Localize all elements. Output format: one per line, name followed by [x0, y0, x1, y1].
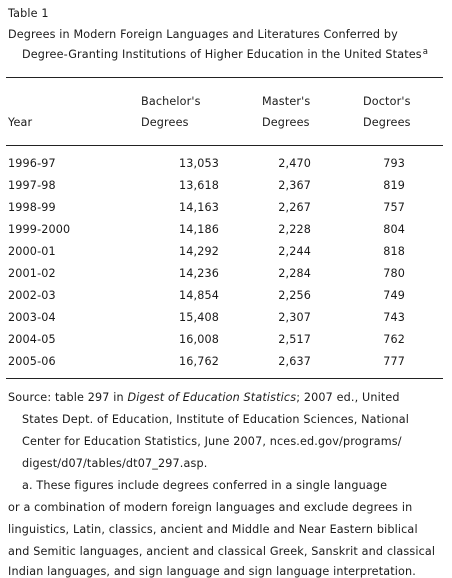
cell-doctors: 762 — [383, 333, 405, 346]
cell-doctors: 757 — [383, 201, 405, 214]
table-row — [0, 311, 452, 333]
title-footnote-marker: a — [422, 47, 429, 57]
cell-masters: 2,228 — [278, 223, 311, 236]
cell-year: 2002-03 — [8, 289, 56, 302]
header-doctors-bottom: Degrees — [363, 116, 411, 129]
bottom-rule — [6, 378, 443, 379]
table-row — [0, 223, 452, 245]
footnote-line-3: linguistics, Latin, classics, ancient and Middle and Near Eastern biblical — [8, 523, 418, 536]
cell-year: 2004-05 — [8, 333, 56, 346]
header-bachelors-top: Bachelor's — [141, 95, 201, 108]
table-row — [0, 157, 452, 179]
cell-masters: 2,367 — [278, 179, 311, 192]
table-row — [0, 179, 452, 201]
cell-doctors: 749 — [383, 289, 405, 302]
table-row — [0, 333, 452, 355]
cell-doctors: 793 — [383, 157, 405, 170]
source-publication-title: Digest of Education Statistics — [127, 391, 297, 404]
header-masters-top: Master's — [262, 95, 311, 108]
source-line-1-suffix: ; 2007 ed., United — [296, 391, 400, 404]
cell-masters: 2,244 — [278, 245, 311, 258]
cell-doctors: 743 — [383, 311, 405, 324]
cell-masters: 2,470 — [278, 157, 311, 170]
cell-bachelors: 15,408 — [178, 311, 219, 324]
table-title-line-2 — [22, 48, 428, 61]
cell-year: 1998-99 — [8, 201, 56, 214]
cell-masters: 2,307 — [278, 311, 311, 324]
table-row — [0, 289, 452, 311]
cell-year: 1999-2000 — [8, 223, 71, 236]
cell-bachelors: 14,186 — [178, 223, 219, 236]
cell-doctors: 818 — [383, 245, 405, 258]
source-line-3: Center for Education Statistics, June 2007, nces.ed.gov/programs/ — [22, 435, 402, 448]
cell-bachelors: 14,292 — [178, 245, 219, 258]
cell-doctors: 780 — [383, 267, 405, 280]
table-row — [0, 245, 452, 267]
top-rule — [6, 77, 443, 78]
source-prefix: Source: table 297 in — [8, 391, 128, 404]
source-line-4: digest/d07/tables/dt07_297.asp. — [22, 457, 208, 470]
cell-bachelors: 14,236 — [178, 267, 219, 280]
header-doctors-top: Doctor's — [363, 95, 411, 108]
cell-bachelors: 14,163 — [178, 201, 219, 214]
cell-masters: 2,256 — [278, 289, 311, 302]
table-label: Table 1 — [8, 7, 49, 20]
cell-masters: 2,637 — [278, 355, 311, 368]
header-masters-bottom: Degrees — [262, 116, 310, 129]
header-rule — [6, 145, 443, 146]
cell-masters: 2,517 — [278, 333, 311, 346]
table-title-line-2-text: Degree-Granting Institutions of Higher Education in the United States — [22, 48, 422, 61]
source-line-1 — [8, 391, 400, 404]
footnote-line-2: or a combination of modern foreign languages and exclude degrees in — [8, 501, 413, 514]
header-year: Year — [8, 116, 33, 129]
cell-masters: 2,284 — [278, 267, 311, 280]
cell-bachelors: 16,008 — [178, 333, 219, 346]
cell-bachelors: 13,053 — [178, 157, 219, 170]
table-row — [0, 355, 452, 377]
header-bachelors-bottom: Degrees — [141, 116, 189, 129]
cell-bachelors: 16,762 — [178, 355, 219, 368]
source-line-2: States Dept. of Education, Institute of Education Sciences, National — [22, 413, 409, 426]
cell-year: 2005-06 — [8, 355, 56, 368]
cell-year: 1996-97 — [8, 157, 56, 170]
footnote-line-1: a. These figures include degrees conferred in a single language — [22, 479, 388, 492]
table-row — [0, 201, 452, 223]
footnote-line-4: and Semitic languages, ancient and classical Greek, Sanskrit and classical — [8, 545, 436, 558]
cell-doctors: 804 — [383, 223, 405, 236]
footnote-line-5: Indian languages, and sign language and sign language interpretation. — [8, 565, 416, 578]
cell-masters: 2,267 — [278, 201, 311, 214]
cell-year: 2001-02 — [8, 267, 56, 280]
table-row — [0, 267, 452, 289]
cell-year: 2000-01 — [8, 245, 56, 258]
cell-bachelors: 13,618 — [178, 179, 219, 192]
cell-doctors: 777 — [383, 355, 405, 368]
cell-doctors: 819 — [383, 179, 405, 192]
cell-year: 1997-98 — [8, 179, 56, 192]
cell-year: 2003-04 — [8, 311, 56, 324]
cell-bachelors: 14,854 — [178, 289, 219, 302]
table-title-line-1: Degrees in Modern Foreign Languages and Literatures Conferred by — [8, 28, 398, 41]
